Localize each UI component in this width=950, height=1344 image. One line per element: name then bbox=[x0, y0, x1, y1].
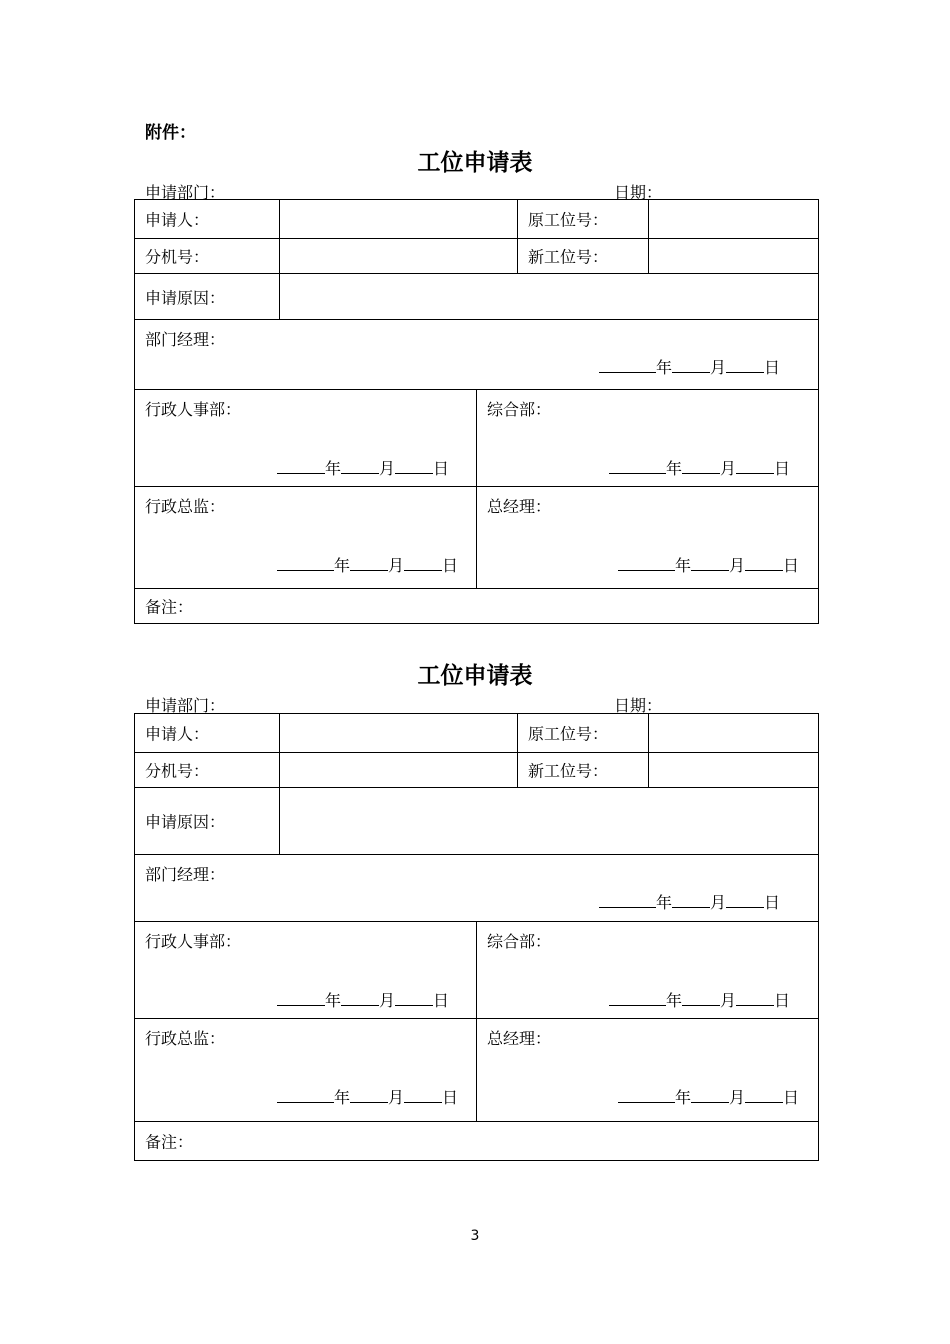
row-admin-director bbox=[135, 1018, 818, 1121]
dept-label: 申请部门： bbox=[145, 183, 226, 202]
applicant-label: 申请人： bbox=[145, 724, 210, 744]
row-extension bbox=[135, 752, 818, 787]
extension-field[interactable] bbox=[279, 753, 517, 787]
applicant-field[interactable] bbox=[279, 714, 517, 752]
general-dept-date: 年 月 日 bbox=[609, 456, 790, 479]
general-manager-date: 年 月 日 bbox=[618, 1085, 799, 1108]
dept-manager-date: 年 月 日 bbox=[599, 355, 780, 378]
attachment-label: 附件： bbox=[145, 123, 196, 143]
application-form bbox=[134, 199, 819, 624]
row-dept-manager bbox=[135, 319, 818, 389]
general-dept-date: 年 月 日 bbox=[609, 988, 790, 1011]
dept-manager-date: 年 月 日 bbox=[599, 890, 780, 913]
new-seat-label: 新工位号： bbox=[528, 247, 609, 267]
new-seat-field[interactable] bbox=[648, 239, 818, 273]
form-title: 工位申请表 bbox=[417, 150, 533, 176]
row-remarks bbox=[135, 1121, 818, 1160]
orig-seat-label: 原工位号： bbox=[528, 210, 609, 230]
admin-director-date: 年 月 日 bbox=[277, 553, 458, 576]
row-admin-hr bbox=[135, 921, 818, 1018]
remarks-label: 备注： bbox=[145, 597, 194, 617]
admin-director-label: 行政总监： bbox=[145, 497, 226, 516]
general-manager-label: 总经理： bbox=[487, 1029, 552, 1048]
reason-field[interactable] bbox=[279, 788, 818, 854]
form-title: 工位申请表 bbox=[417, 663, 533, 689]
extension-label: 分机号： bbox=[145, 761, 210, 781]
general-manager-date: 年 月 日 bbox=[618, 553, 799, 576]
admin-hr-date: 年 月 日 bbox=[277, 988, 449, 1011]
date-label: 日期： bbox=[614, 183, 663, 202]
reason-label: 申请原因： bbox=[145, 288, 226, 307]
admin-hr-label: 行政人事部： bbox=[145, 400, 242, 419]
new-seat-field[interactable] bbox=[648, 753, 818, 787]
dept-manager-label: 部门经理： bbox=[145, 865, 226, 884]
admin-hr-label: 行政人事部： bbox=[145, 932, 242, 951]
dept-label: 申请部门： bbox=[145, 696, 226, 715]
general-dept-label: 综合部： bbox=[487, 400, 552, 419]
extension-field[interactable] bbox=[279, 239, 517, 273]
admin-hr-date: 年 月 日 bbox=[277, 456, 449, 479]
extension-label: 分机号： bbox=[145, 247, 210, 267]
row-admin-hr bbox=[135, 389, 818, 486]
admin-director-label: 行政总监： bbox=[145, 1029, 226, 1048]
reason-field[interactable] bbox=[279, 274, 818, 319]
row-applicant bbox=[135, 714, 818, 752]
row-dept-manager bbox=[135, 854, 818, 921]
applicant-label: 申请人： bbox=[145, 210, 210, 230]
new-seat-label: 新工位号： bbox=[528, 761, 609, 781]
remarks-label: 备注： bbox=[145, 1132, 194, 1152]
date-label: 日期： bbox=[614, 696, 663, 715]
row-applicant bbox=[135, 200, 818, 238]
row-extension bbox=[135, 238, 818, 273]
orig-seat-label: 原工位号： bbox=[528, 724, 609, 744]
reason-label: 申请原因： bbox=[145, 812, 226, 832]
row-admin-director bbox=[135, 486, 818, 588]
general-manager-label: 总经理： bbox=[487, 497, 552, 516]
dept-manager-label: 部门经理： bbox=[145, 330, 226, 349]
row-remarks bbox=[135, 588, 818, 623]
orig-seat-field[interactable] bbox=[648, 200, 818, 238]
row-reason bbox=[135, 273, 818, 319]
admin-director-date: 年 月 日 bbox=[277, 1085, 458, 1108]
general-dept-label: 综合部： bbox=[487, 932, 552, 951]
applicant-field[interactable] bbox=[279, 200, 517, 238]
application-form bbox=[134, 713, 819, 1161]
row-reason bbox=[135, 787, 818, 854]
page-number: 3 bbox=[470, 1228, 480, 1244]
orig-seat-field[interactable] bbox=[648, 714, 818, 752]
